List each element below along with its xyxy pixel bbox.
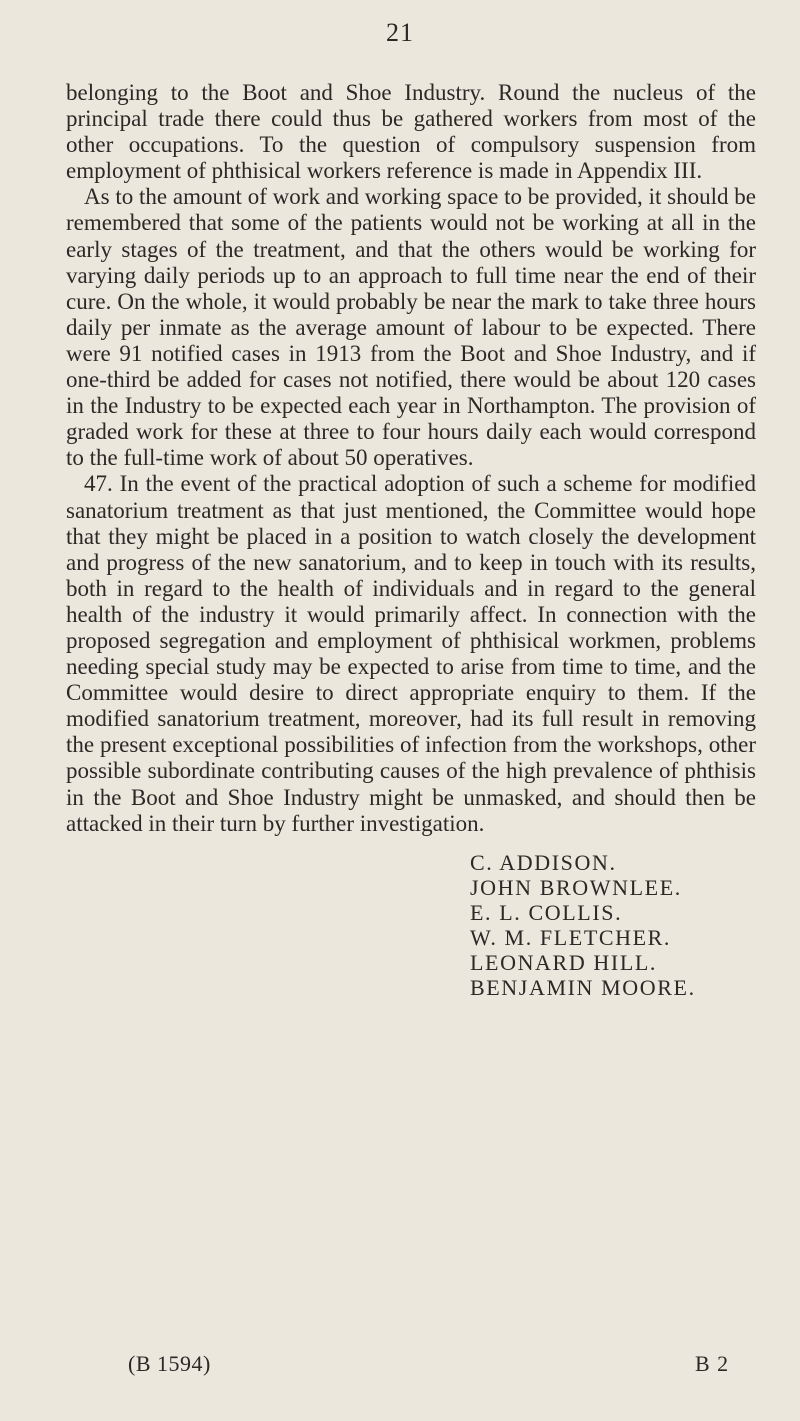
print-code: (B 1594) — [128, 1351, 211, 1376]
page-number: 21 — [386, 18, 414, 47]
signatory: E. L. COLLIS. — [470, 900, 623, 925]
signatory: LEONARD HILL. — [470, 950, 657, 975]
body-text — [66, 80, 756, 837]
signatory: JOHN BROWNLEE. — [470, 875, 682, 900]
paragraph-continuation: belonging to the Boot and Shoe Industry. Round the nucleus of the principal trade there could thus be gathered workers from most of the other occupations. To the question of compulsory suspension from employment of phthisical workers reference is made in Appendix III. — [66, 80, 756, 184]
signatory: BENJAMIN MOORE. — [470, 975, 696, 1000]
signature-mark: B 2 — [695, 1351, 730, 1376]
paragraph-47: 47. In the event of the practical adoption of such a scheme for modified sanatorium treatment as that just mentioned, the Committee would hope that they might be placed in a position to watch closely the development and progress of the new sanatorium, and to keep in touch with its results, both in regard to the health of individuals and in regard to the general health of the industry it would primarily affect. In connection with the proposed segregation and employment of phthisical workmen, problems needing special study may be expected to arise from time to time, and the Committee would desire to direct appropriate enquiry to them. If the modified sanatorium treatment, moreover, had its full result in removing the present exceptional possibilities of infection from the workshops, other possible subordinate contributing causes of the high prevalence of phthisis in the Boot and Shoe Industry might be unmasked, and should then be attacked in their turn by further investigation. — [66, 471, 756, 836]
signatory: C. ADDISON. — [470, 850, 617, 875]
signatory-list — [470, 850, 696, 1000]
signatory: W. M. FLETCHER. — [470, 925, 672, 950]
paragraph-working-space: As to the amount of work and working space to be provided, it should be remembered that some of the patients would not be working at all in the early stages of the treatment, and that the others would be working for varying daily periods up to an approach to full time near the end of their cure. On the whole, it would probably be near the mark to take three hours daily per inmate as the average amount of labour to be expected. There were 91 notified cases in 1913 from the Boot and Shoe Industry, and if one-third be added for cases not notified, there would be about 120 cases in the Industry to be expected each year in Northampton. The provision of graded work for these at three to four hours daily each would correspond to the full-time work of about 50 operatives. — [66, 184, 756, 471]
